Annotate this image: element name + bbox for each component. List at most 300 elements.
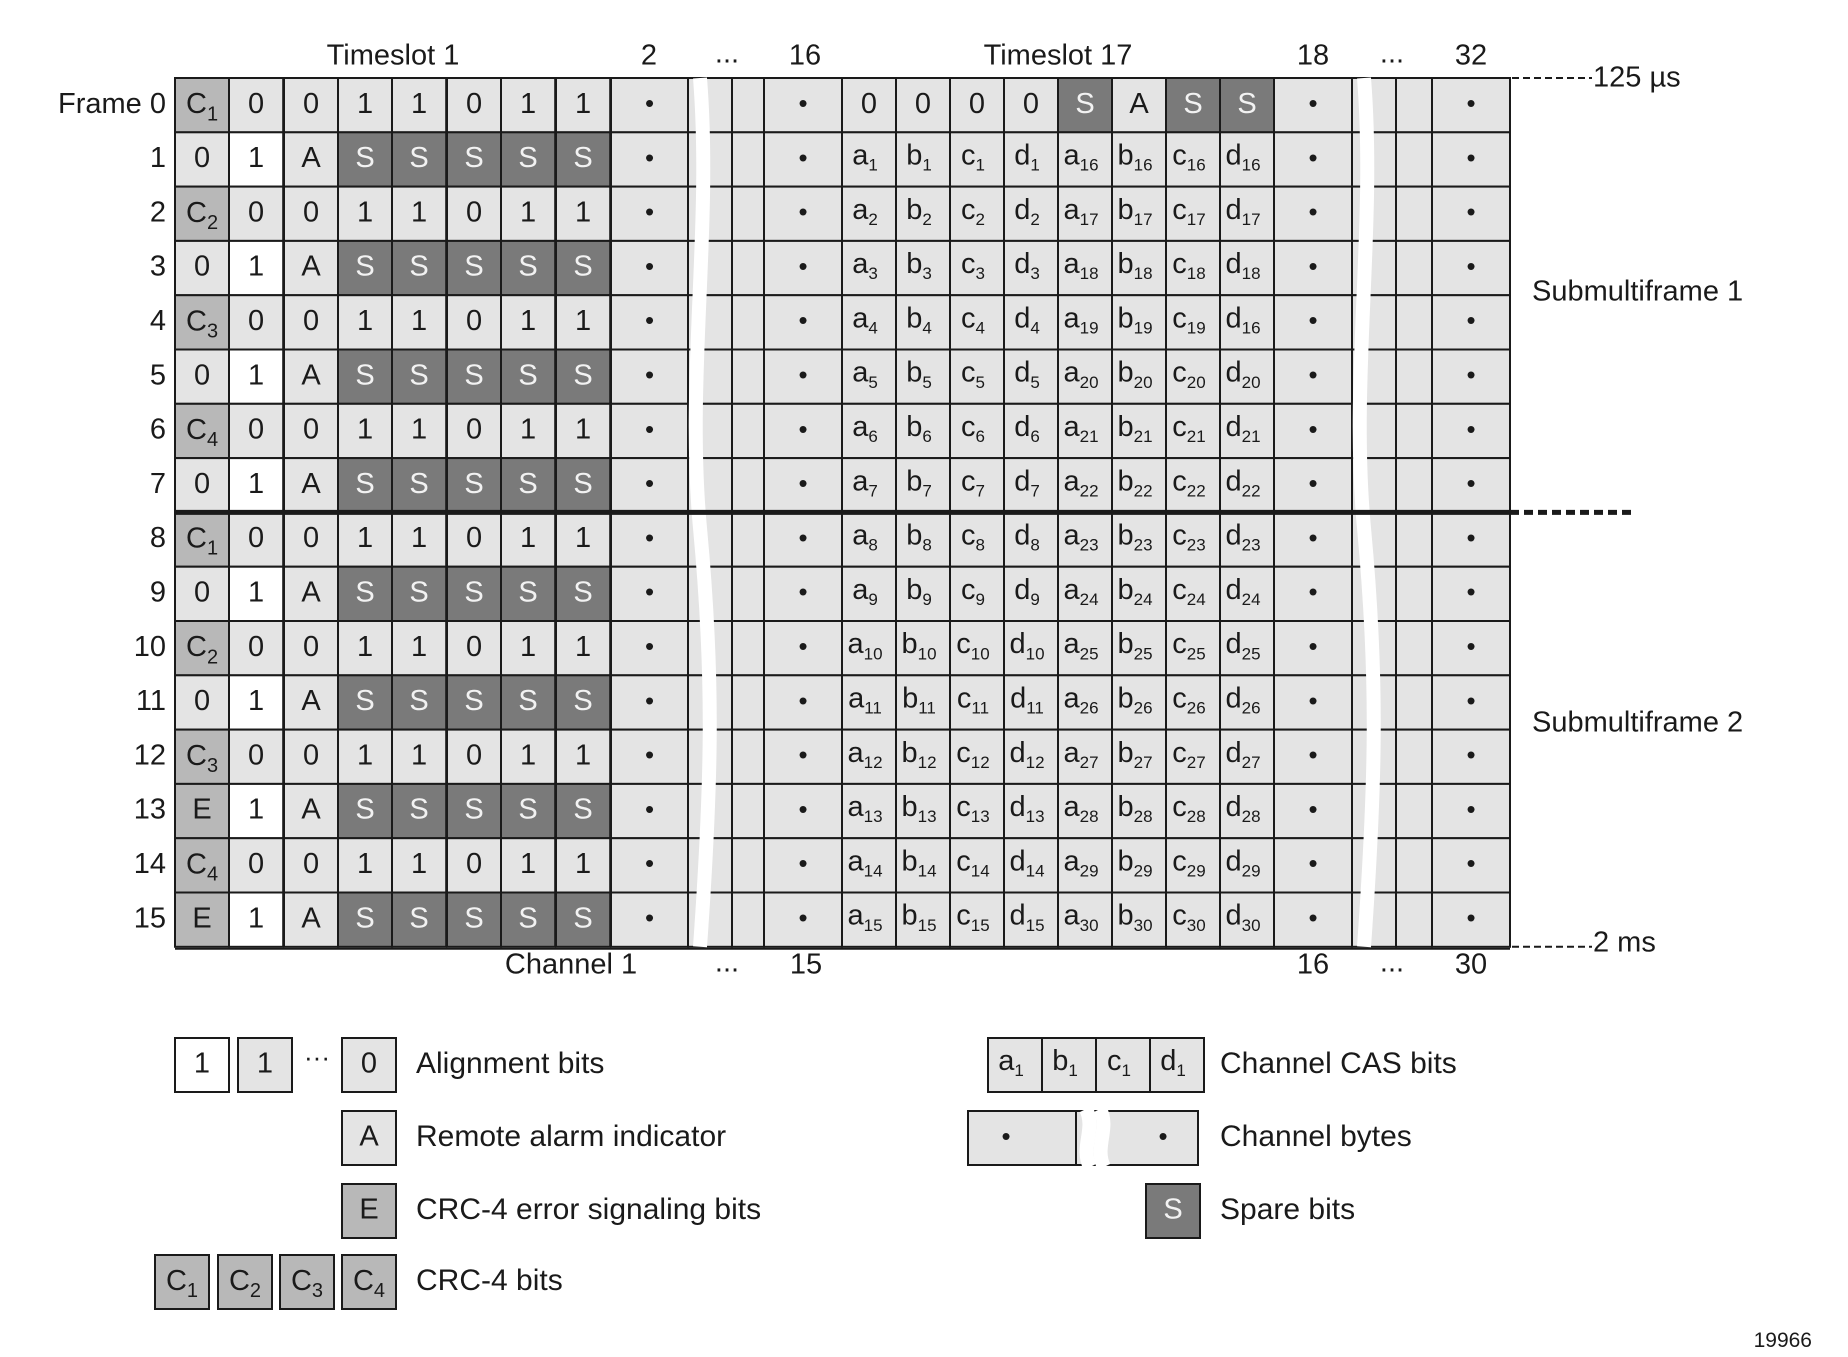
cas-bit-label: $b_{21}$ (1117, 410, 1153, 447)
cas-bit-label: $c_1$ (961, 139, 985, 176)
frame-label: 4 (149, 305, 166, 338)
cas-bit-label: $b_{27}$ (1117, 736, 1153, 773)
legend-crc-cell-label: $C_4$ (352, 1264, 386, 1303)
cas-bit-label: $d_2$ (1014, 193, 1040, 230)
legend-crc-cell-label: $C_1$ (165, 1264, 199, 1303)
ts1-bit-label: 0 (194, 467, 211, 500)
channel-byte-bullet: • (644, 739, 655, 770)
cas-bit-label: $d_{12}$ (1009, 736, 1045, 773)
cas-bit-label: $a_{14}$ (847, 845, 883, 881)
ts1-bit-label: 0 (248, 413, 265, 446)
channel-byte-cell (1396, 621, 1432, 675)
legend-crc-cell-label: $C_2$ (228, 1264, 262, 1303)
ts1-bit-label: 1 (520, 630, 537, 663)
channel-byte-cell (732, 621, 764, 675)
ts1-bit-label: S (355, 685, 375, 718)
frame-label: 5 (149, 359, 166, 392)
channel-byte-cell (1396, 404, 1432, 458)
cas-bit-label: $c_5$ (961, 356, 985, 393)
frame-label: 3 (149, 250, 166, 283)
channel-byte-bullet: • (798, 359, 808, 390)
cas-bit-label: $c_7$ (961, 464, 985, 501)
legend-byte-break (1086, 1109, 1090, 1167)
ts1-bit-label: 1 (520, 413, 537, 446)
legend-remote-text: Remote alarm indicator (416, 1119, 727, 1153)
ts1-bit-label: S (409, 142, 429, 175)
cas-bit-label: $b_{18}$ (1117, 247, 1153, 284)
cas-bit-label: $d_5$ (1014, 356, 1040, 393)
channel-byte-bullet: • (644, 196, 655, 227)
ts1-bit-label: 1 (248, 576, 265, 609)
cas-bit-label: $c_{28}$ (1172, 790, 1206, 827)
cas-bit-label: $d_{24}$ (1225, 573, 1261, 610)
channel-byte-bullet: • (644, 413, 655, 444)
ts1-bit-label: S (518, 467, 538, 500)
cas-bit-label: $c_8$ (961, 519, 985, 556)
ts1-bit-label: 0 (466, 196, 483, 229)
frame-label: 7 (149, 467, 166, 500)
cas-bit-label: $a_{11}$ (848, 682, 882, 719)
channel-byte-bullet: • (1308, 902, 1318, 933)
frame-labels (58, 88, 166, 935)
channel-byte-cell (732, 567, 764, 621)
ts1-bit-label: 1 (357, 848, 374, 881)
channel-byte-bullet: • (798, 413, 808, 444)
ts1-bit-label: 1 (411, 630, 428, 663)
channel-byte-bullet: • (644, 305, 655, 336)
cas-bit-label: $c_{21}$ (1172, 410, 1206, 447)
channel-byte-bullet: • (1466, 739, 1476, 770)
cas-bit-label: $a_{12}$ (847, 736, 883, 773)
channel-byte-bullet: • (798, 305, 808, 336)
ts1-bit-label: 1 (411, 196, 428, 229)
channel-byte-bullet: • (1466, 413, 1476, 444)
channel-byte-bullet: • (1466, 793, 1476, 824)
channel-byte-cell (1396, 567, 1432, 621)
cas-bit-label: $d_4$ (1014, 302, 1040, 338)
channel-byte-bullet: • (798, 522, 808, 553)
ts1-bit-label: 1 (575, 630, 592, 663)
channel-byte-cell (1396, 893, 1432, 947)
submultiframe-1-label: Submultiframe 1 (1532, 275, 1744, 308)
channel-byte-bullet: • (1466, 902, 1476, 933)
legend-crc-error-cell-label: E (359, 1193, 379, 1226)
ts17-bit-label: S (1237, 87, 1257, 120)
ts1-bit-label: 1 (248, 250, 265, 283)
ts1-bit-label: $C_3$ (186, 305, 219, 343)
column-footers (505, 947, 1487, 981)
legend-remote-cell-label: A (359, 1120, 379, 1153)
legend-alignment-ellipsis: ··· (304, 1041, 330, 1072)
channel-byte-cell (732, 295, 764, 349)
ts1-bit-label: 0 (248, 305, 265, 338)
legend-byte-bullet: • (1158, 1120, 1168, 1151)
channel-byte-bullet: • (798, 739, 808, 770)
cas-bit-label: $d_{22}$ (1225, 464, 1261, 501)
ts17-bit-label: 0 (968, 87, 986, 120)
ts1-bit-label: 1 (248, 359, 265, 392)
channel-byte-cell (732, 132, 764, 186)
ts1-bit-label: 1 (357, 522, 374, 555)
cas-bit-label: $d_{27}$ (1225, 736, 1261, 773)
ts1-bit-label: E (192, 902, 212, 935)
ts1-bit-label: 0 (466, 630, 483, 663)
footer-ellipsis-2: ... (1379, 946, 1405, 979)
ts1-bit-label: 0 (466, 413, 483, 446)
ts1-bit-label: 0 (194, 685, 211, 718)
channel-byte-cell (732, 512, 764, 566)
cas-bit-label: $d_{21}$ (1225, 410, 1261, 447)
channel-byte-cell (1396, 295, 1432, 349)
ts17-bit-label: S (1075, 87, 1095, 120)
cas-bit-label: $b_7$ (906, 464, 932, 501)
legend-spare-text: Spare bits (1220, 1192, 1356, 1226)
ts1-bit-label: 1 (411, 522, 428, 555)
ts1-bit-label: S (573, 902, 593, 935)
ts17-bit-label: 0 (860, 87, 878, 120)
ts1-bit-label: S (409, 359, 429, 392)
ts1-bit-label: S (464, 576, 484, 609)
channel-byte-bullet: • (1308, 739, 1318, 770)
cas-bit-label: $a_{29}$ (1063, 845, 1099, 881)
cas-bit-label: $a_{19}$ (1063, 302, 1099, 338)
channel-byte-bullet: • (1308, 522, 1318, 553)
ts1-bit-label: 1 (575, 739, 592, 772)
channel-byte-bullet: • (1308, 88, 1318, 119)
legend-cas-cell-label: $d_1$ (1160, 1044, 1186, 1081)
cas-bit-label: $c_{11}$ (956, 682, 990, 719)
timing-label-125us: 125 µs (1593, 61, 1681, 94)
ts1-bit-label: S (518, 250, 538, 283)
cas-bit-label: $d_{18}$ (1225, 247, 1261, 284)
cas-bit-label: $c_{27}$ (1172, 736, 1206, 773)
ts1-bit-label: $C_4$ (186, 848, 219, 886)
channel-byte-cell (732, 78, 764, 132)
cas-bit-label: $d_{10}$ (1009, 627, 1045, 664)
ts1-bit-label: 1 (520, 305, 537, 338)
cas-bit-label: $b_{20}$ (1117, 356, 1153, 393)
cas-bit-label: $b_{13}$ (901, 790, 937, 827)
ts1-bit-label: 1 (575, 413, 592, 446)
legend-cas-cell-label: $c_1$ (1107, 1044, 1131, 1081)
cas-bit-label: $b_4$ (906, 302, 932, 338)
channel-byte-bullet: • (1466, 305, 1476, 336)
ts1-bit-label: A (301, 902, 321, 935)
channel-byte-bullet: • (644, 576, 655, 607)
cas-bit-label: $d_{17}$ (1225, 193, 1261, 230)
header-ellipsis-1: ... (714, 37, 740, 70)
channel-byte-cell (1396, 350, 1432, 404)
cas-bit-label: $b_{15}$ (901, 899, 937, 936)
cas-bit-label: $b_8$ (906, 519, 932, 556)
legend-byte-cell (968, 1111, 1076, 1165)
header-timeslot-17: Timeslot 17 (983, 39, 1133, 72)
ts1-bit-label: $C_4$ (186, 413, 219, 452)
ts1-bit-label: $C_1$ (186, 522, 219, 560)
ts1-bit-label: S (464, 467, 484, 500)
ts1-bit-label: S (518, 142, 538, 175)
ts1-bit-label: S (409, 902, 429, 935)
legend-alignment-cell-label: 1 (256, 1047, 274, 1080)
channel-byte-bullet: • (1466, 848, 1476, 879)
ts1-bit-label: 1 (357, 87, 374, 120)
cas-bit-label: $b_{23}$ (1117, 519, 1153, 556)
channel-byte-bullet: • (798, 793, 808, 824)
frame-label: 11 (135, 685, 166, 718)
legend-cas-text: Channel CAS bits (1220, 1046, 1457, 1080)
channel-byte-bullet: • (1466, 196, 1476, 227)
cas-bit-label: $c_{15}$ (956, 899, 990, 936)
cas-bit-label: $a_{10}$ (847, 627, 883, 664)
cas-bit-label: $b_3$ (906, 247, 932, 284)
ts1-bit-label: A (301, 793, 321, 826)
ts1-bit-label: 1 (411, 848, 428, 881)
cas-bit-label: $d_{29}$ (1225, 845, 1261, 881)
legend-bytes-text: Channel bytes (1220, 1119, 1412, 1153)
footer-ellipsis-1: ... (714, 946, 740, 979)
cas-bit-label: $a_4$ (852, 302, 878, 338)
ts1-bit-label: S (518, 685, 538, 718)
channel-byte-bullet: • (1466, 522, 1476, 553)
channel-byte-cell (732, 458, 764, 512)
ts1-bit-label: 1 (411, 305, 428, 338)
legend-spare-cell-label: S (1163, 1193, 1183, 1226)
ts1-bit-label: S (518, 576, 538, 609)
ts1-bit-label: S (464, 142, 484, 175)
ts1-bit-label: S (409, 576, 429, 609)
channel-byte-cell (732, 404, 764, 458)
ts1-bit-label: S (573, 576, 593, 609)
cas-bit-label: $c_3$ (961, 247, 985, 284)
cas-bit-label: $b_{29}$ (1117, 845, 1153, 881)
channel-byte-bullet: • (644, 631, 655, 662)
channel-byte-cell (1396, 784, 1432, 838)
ts1-bit-label: A (301, 685, 321, 718)
channel-byte-bullet: • (1466, 88, 1476, 119)
cas-bit-label: $d_{11}$ (1010, 682, 1044, 719)
ts1-bit-label: 0 (194, 250, 211, 283)
ts1-bit-label: 1 (411, 739, 428, 772)
cas-bit-label: $c_{26}$ (1172, 682, 1206, 719)
ts1-bit-label: 0 (303, 739, 320, 772)
cas-bit-label: $a_{15}$ (847, 899, 883, 936)
ts1-bit-label: S (518, 359, 538, 392)
cas-bit-label: $c_{25}$ (1172, 627, 1206, 664)
channel-byte-bullet: • (1308, 359, 1318, 390)
cas-bit-label: $c_{14}$ (956, 845, 990, 881)
channel-byte-bullet: • (1466, 359, 1476, 390)
cas-bit-label: $a_{27}$ (1063, 736, 1099, 773)
header-timeslot-1: Timeslot 1 (326, 39, 460, 72)
ts1-bit-label: S (355, 467, 375, 500)
channel-byte-cell (1396, 187, 1432, 241)
ts17-bit-label: 0 (914, 87, 932, 120)
header-timeslot-16: 16 (788, 39, 822, 72)
ts1-bit-label: A (301, 467, 321, 500)
cas-bit-label: $d_{26}$ (1225, 682, 1261, 719)
ts17-bit-label: 0 (1022, 87, 1040, 120)
ts1-bit-label: S (464, 685, 484, 718)
channel-byte-cell (732, 838, 764, 892)
cas-bit-label: $c_{29}$ (1172, 845, 1206, 881)
channel-byte-bullet: • (1308, 685, 1318, 716)
cas-bit-label: $b_{25}$ (1117, 627, 1153, 664)
ts1-bit-label: S (464, 359, 484, 392)
ts1-bit-label: 0 (466, 87, 483, 120)
timing-and-submultiframe-labels (1532, 62, 1743, 959)
header-timeslot-32: 32 (1454, 39, 1488, 72)
channel-byte-bullet: • (1466, 576, 1476, 607)
ts1-bit-label: S (355, 576, 375, 609)
cas-bit-label: $a_8$ (852, 519, 878, 556)
ts1-bit-label: 1 (575, 87, 592, 120)
channel-byte-cell (1396, 838, 1432, 892)
legend-crc-error-text: CRC-4 error signaling bits (416, 1192, 762, 1226)
channel-byte-cell (732, 675, 764, 729)
cas-bit-label: $a_{30}$ (1063, 899, 1099, 936)
cas-bit-label: $b_6$ (906, 410, 932, 447)
cas-bit-label: $a_{21}$ (1063, 410, 1099, 447)
channel-byte-cell (1396, 512, 1432, 566)
channel-byte-cell (732, 350, 764, 404)
cas-bit-label: $c_{12}$ (956, 736, 990, 773)
cas-bit-label: $c_{23}$ (1172, 519, 1206, 556)
ts1-bit-label: $C_3$ (186, 739, 219, 778)
cas-bit-label: $b_{12}$ (901, 736, 937, 773)
cas-bit-label: $b_{26}$ (1117, 682, 1153, 719)
cas-bit-label: $b_1$ (906, 139, 932, 176)
ts1-bit-label: 0 (194, 142, 211, 175)
channel-byte-bullet: • (1308, 413, 1318, 444)
ts1-bit-label: A (301, 576, 321, 609)
cas-bit-label: $c_{18}$ (1172, 247, 1206, 284)
cas-bit-label: $d_9$ (1014, 573, 1040, 610)
frame-label: 13 (133, 793, 166, 826)
channel-byte-cell (1396, 78, 1432, 132)
ts1-bit-label: A (301, 359, 321, 392)
channel-byte-cell (1396, 458, 1432, 512)
channel-byte-bullet: • (798, 902, 808, 933)
ts1-bit-label: 0 (194, 359, 211, 392)
legend-byte-bullet: • (1001, 1120, 1011, 1151)
ts1-bit-label: 0 (248, 739, 265, 772)
legend-cas-cell-label: $a_1$ (998, 1044, 1024, 1081)
ts1-bit-label: S (409, 250, 429, 283)
cas-bit-label: $a_{20}$ (1063, 356, 1099, 393)
ts1-bit-label: 0 (248, 87, 265, 120)
cas-bit-label: $d_{23}$ (1225, 519, 1261, 556)
ts1-bit-label: 0 (303, 630, 320, 663)
ts1-bit-label: 1 (357, 413, 374, 446)
channel-byte-bullet: • (1308, 468, 1318, 499)
ts1-bit-label: 1 (357, 305, 374, 338)
ts1-bit-label: S (355, 142, 375, 175)
frame-label: 6 (149, 413, 166, 446)
channel-byte-bullet: • (1466, 631, 1476, 662)
ts1-bit-label: 1 (575, 522, 592, 555)
cas-bit-label: $c_{30}$ (1172, 899, 1206, 936)
channel-byte-bullet: • (798, 196, 808, 227)
ts1-bit-label: S (409, 467, 429, 500)
column-headers (327, 38, 1487, 72)
cas-bit-label: $a_{16}$ (1063, 139, 1099, 176)
channel-byte-bullet: • (1308, 576, 1318, 607)
ts1-bit-label: 1 (248, 467, 265, 500)
channel-byte-cell (1396, 132, 1432, 186)
ts1-bit-label: S (573, 685, 593, 718)
cas-bit-label: $b_{24}$ (1117, 573, 1153, 610)
channel-byte-bullet: • (644, 468, 655, 499)
legend-alignment-cell-label: 0 (360, 1047, 378, 1080)
channel-byte-bullet: • (644, 902, 655, 933)
cas-bit-label: $a_{26}$ (1063, 682, 1099, 719)
channel-byte-bullet: • (644, 793, 655, 824)
frame-label: 9 (149, 576, 166, 609)
channel-byte-bullet: • (798, 848, 808, 879)
cas-bit-label: $b_{19}$ (1117, 302, 1153, 338)
channel-byte-bullet: • (1308, 631, 1318, 662)
channel-byte-bullet: • (644, 685, 655, 716)
cas-bit-label: $d_3$ (1014, 247, 1040, 284)
cas-bit-label: $b_{22}$ (1117, 464, 1153, 501)
header-ellipsis-2: ... (1379, 37, 1405, 70)
ts1-bit-label: 1 (520, 87, 537, 120)
cas-bit-label: $a_{28}$ (1063, 790, 1099, 827)
ts1-bit-label: S (573, 142, 593, 175)
ts1-bit-label: 1 (575, 848, 592, 881)
frame-label: 14 (133, 848, 166, 881)
cas-bit-label: $a_{23}$ (1063, 519, 1099, 556)
channel-byte-bullet: • (644, 848, 655, 879)
frame-label: 10 (133, 630, 166, 663)
ts1-bit-label: 1 (575, 196, 592, 229)
ts1-bit-label: 0 (248, 196, 265, 229)
frame-label: 12 (133, 739, 166, 772)
ts1-bit-label: A (301, 250, 321, 283)
footer-channel-30: 30 (1454, 948, 1488, 981)
ts1-bit-label: S (573, 467, 593, 500)
cas-bit-label: $a_7$ (852, 464, 878, 501)
cas-bit-label: $d_{30}$ (1225, 899, 1261, 936)
frame-label: 2 (149, 196, 166, 229)
cas-bit-label: $d_{25}$ (1225, 627, 1261, 664)
cas-bit-label: $d_{15}$ (1009, 899, 1045, 936)
cas-bit-label: $b_{30}$ (1117, 899, 1153, 936)
cas-bit-label: $c_{20}$ (1172, 356, 1206, 393)
ts1-bit-label: 0 (466, 522, 483, 555)
cas-bit-label: $c_2$ (961, 193, 985, 230)
ts1-bit-label: S (409, 793, 429, 826)
ts1-bit-label: A (301, 142, 321, 175)
legend-byte-break (1100, 1109, 1104, 1167)
ts1-bit-label: S (518, 793, 538, 826)
channel-byte-cell (732, 730, 764, 784)
legend-crc-text: CRC-4 bits (416, 1263, 563, 1297)
legend-cas-cell-label: $b_1$ (1052, 1044, 1078, 1081)
channel-byte-cell (732, 784, 764, 838)
ts1-bit-label: 1 (520, 739, 537, 772)
ts1-bit-label: 1 (248, 142, 265, 175)
cas-bit-label: $b_{17}$ (1117, 193, 1153, 230)
channel-byte-bullet: • (644, 88, 655, 119)
cas-bit-label: $c_{17}$ (1172, 193, 1206, 230)
submultiframe-2-label: Submultiframe 2 (1532, 706, 1744, 739)
channel-byte-bullet: • (1466, 468, 1476, 499)
cas-bit-label: $c_4$ (961, 302, 985, 338)
ts1-bit-label: S (573, 793, 593, 826)
channel-byte-bullet: • (1308, 250, 1318, 281)
cas-bit-label: $d_{14}$ (1009, 845, 1045, 881)
